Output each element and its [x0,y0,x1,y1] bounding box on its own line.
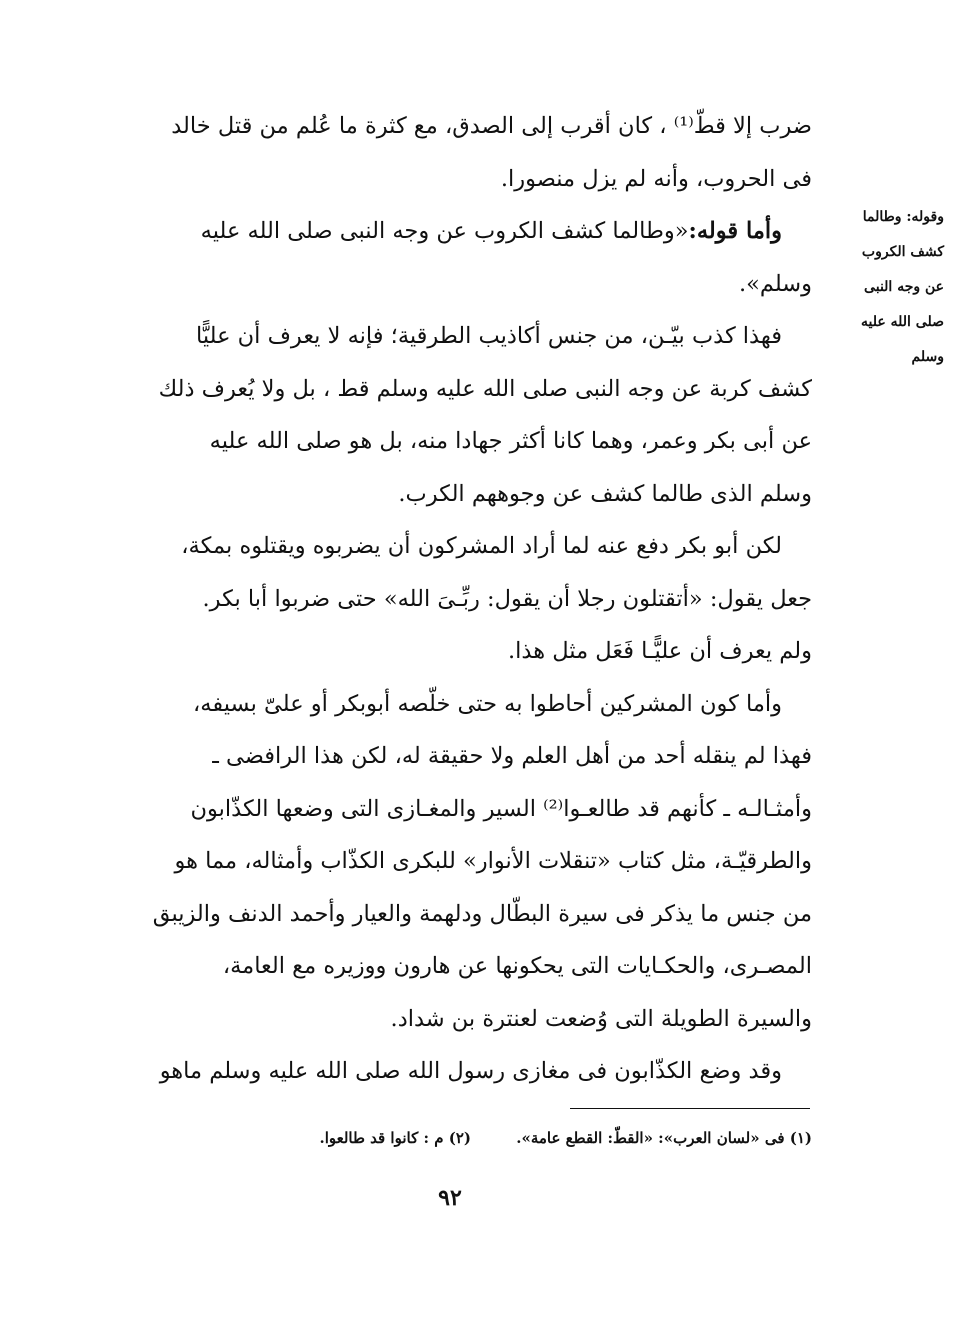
margin-note-line: وقوله: وطالما [862,209,944,225]
text-line [100,205,812,258]
main-text [100,100,812,1098]
margin-note [832,200,944,375]
margin-note-line: كشف الكروب [861,244,944,260]
margin-note-line: عن وجه النبى [864,279,944,295]
page-number: ٩٢ [438,1185,462,1211]
text-line: وأمثـالـه ـ كأنهم قد طالعـوا⁽²⁾ السير والمغـازى التى وضعها الكذّابون [190,795,812,822]
margin-note-line: صلى الله عليه [861,314,944,330]
text-line: والطرقيّـة، مثل كتاب «تنقلات الأنوار» للبكرى الكذّاب وأمثاله، مما هو [174,848,812,874]
text-line: فهذا لم ينقله أحد من أهل العلم ولا حقيقة له، لكن هذا الرافضى ـ [212,743,812,769]
footnote-2: (٢) م : كانوا قد طالعوا. [319,1129,471,1147]
text-line: جعل يقول: «أتقتلون رجلا أن يقول: ربِّـىَ الله» حتى ضربوا أبا بكر. [202,585,812,612]
footnotes [100,1118,812,1158]
text-line: كشف كربة عن وجه النبى صلى الله عليه وسلم قط ، بل ولا يُعرف ذلك [158,375,812,402]
text-line: فى الحروب، وأنه لم يزل منصورا. [500,165,812,192]
text-line: المصـرى، والحكـايات التى يحكونها عن هارون ووزيره مع العامة، [222,953,812,979]
text-line: وسلم». [738,270,812,297]
text-line: فهذا كذب بيّـن، من جنس أكاذيب الطرقية؛ فإنه لا يعرف أن عليًّا [195,323,782,349]
text-line: وقد وضع الكذّابون فى مغازى رسول الله صلى الله عليه وسلم ماهو [159,1058,782,1084]
text-line: عن أبى بكر وعمر، وهما كانا أكثر جهادا منه، بل هو صلى الله عليه [209,428,812,454]
lead-phrase: وأما قوله: [688,218,782,244]
margin-note-line: وسلم [911,349,944,365]
text-line: لكن أبو بكر دفع عنه لما أراد المشركون أن يضربوه ويقتلوه بمكة، [181,533,782,559]
text-line: والسيرة الطويلة التى وُضعت لعنترة بن شداد. [390,1005,812,1032]
text-line: من جنس ما يذكر فى سيرة البطّال ودلهمة والعيار وأحمد الدنف والزيبق [152,900,812,927]
text-line: وسلم الذى طالما كشف عن وجوههم الكرب. [398,480,812,507]
footnote-separator [570,1108,810,1109]
text-line: ضرب إلا قطّ⁽¹⁾ ، كان أقرب إلى الصدق، مع كثرة ما عُلم من قتل خالد [171,113,812,139]
quote-text: «وطالما كشف الكروب عن وجه النبى صلى الله عليه [200,218,689,244]
footnote-1: (١) فى «لسان العرب»: «القطّ: القطع عامة». [516,1129,812,1147]
text-line: ولم يعرف أن عليًّـا فَعَل مثل هذا. [508,638,812,664]
text-line: وأما كون المشركين أحاطوا به حتى خلّصه أبوبكر أو علىّ بسيفه، [193,690,782,717]
